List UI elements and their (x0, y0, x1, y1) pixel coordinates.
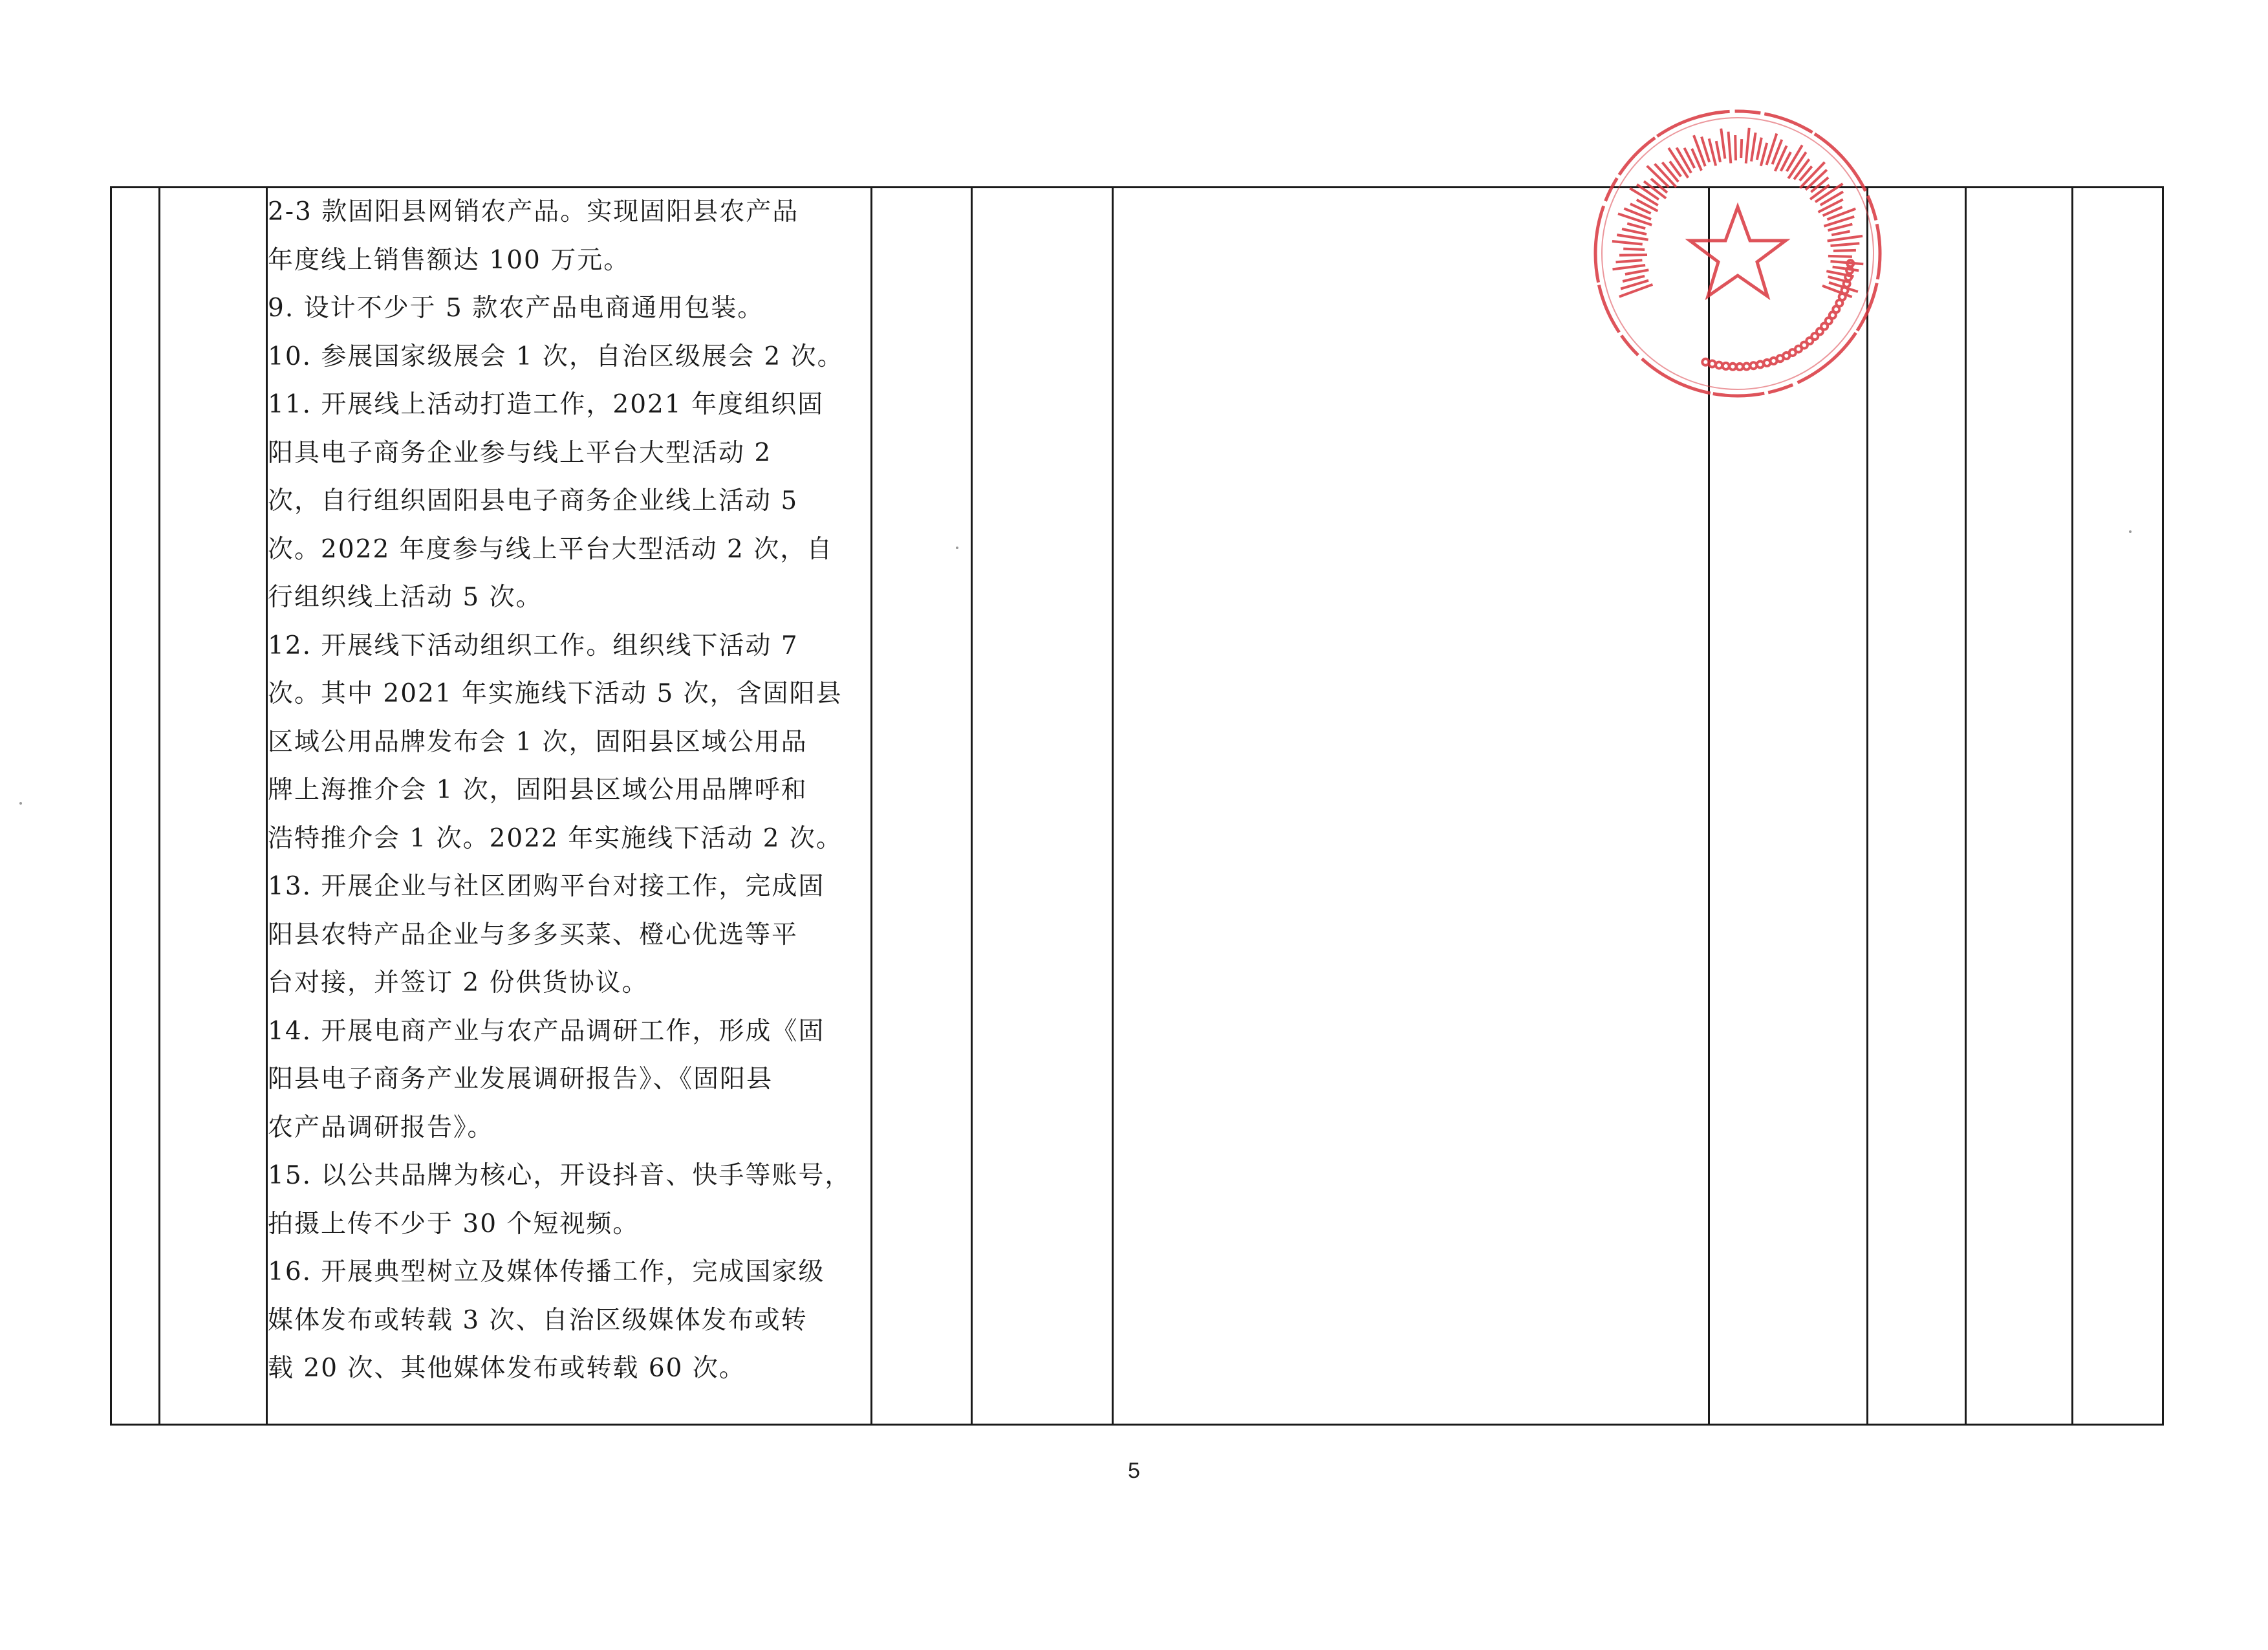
seal-stroke (1811, 177, 1828, 192)
seal-stroke (1820, 191, 1843, 205)
content-line: 媒体发布或转载 3 次、自治区级媒体发布或转 (268, 1305, 808, 1335)
seal-stroke (1729, 132, 1731, 164)
content-line: 阳县电子商务产业发展调研报告》、《固阳县 (268, 1065, 773, 1094)
seal-stroke (1702, 359, 1709, 365)
seal-stroke (1833, 250, 1856, 251)
content-line: 牌上海推介会 1 次，固阳县区域公用品牌呼和 (268, 776, 808, 805)
content-line: 次，自行组织固阳县电子商务企业线上活动 5 (268, 486, 799, 516)
seal-stroke (1662, 162, 1678, 182)
seal-stroke (1736, 364, 1743, 370)
content-line: 区域公用品牌发布会 1 次，固阳县区域公用品 (268, 727, 808, 757)
content-line: 次。2022 年度参与线上平台大型活动 2 次，自 (268, 534, 834, 564)
seal-stroke (1612, 241, 1643, 244)
seal-stroke (1828, 236, 1863, 241)
table-cell-empty (972, 188, 1113, 1425)
content-line: 15. 以公共品牌为核心，开设抖音、快手等账号， (268, 1161, 852, 1190)
table-cell-content (267, 188, 872, 1425)
page-number: 5 (1128, 1459, 1140, 1483)
seal-stroke (1828, 256, 1852, 257)
seal-stroke (1619, 285, 1653, 297)
content-line: 11. 开展线上活动打造工作，2021 年度组织固 (268, 390, 825, 419)
seal-stroke (1735, 135, 1736, 160)
seal-stroke (1741, 139, 1742, 158)
seal-stroke (1721, 129, 1725, 159)
content-line: 16. 开展典型树立及媒体传播工作，完成国家级 (268, 1257, 825, 1286)
content-line: 13. 开展企业与社区团购平台对接工作，完成固 (268, 872, 825, 901)
content-line: 载 20 次、其他媒体发布或转载 60 次。 (268, 1354, 746, 1383)
seal-stroke (1744, 364, 1750, 370)
seal-stroke (1627, 224, 1645, 229)
seal-stroke (1751, 133, 1756, 162)
content-line: 农产品调研报告》。 (268, 1113, 494, 1142)
content-line: 9. 设计不少于 5 款农产品电商通用包装。 (268, 294, 764, 323)
seal-stroke (1723, 363, 1729, 369)
scan-speck (19, 802, 22, 805)
seal-stroke (1623, 249, 1645, 250)
seal-stroke (1716, 362, 1722, 369)
table-cell-category (160, 188, 267, 1425)
content-line: 浩特推介会 1 次。2022 年实施线下活动 2 次。 (268, 823, 843, 853)
content-line: 拍摄上传不少于 30 个短视频。 (268, 1209, 640, 1239)
scan-speck (956, 547, 958, 549)
seal-stroke (1716, 141, 1720, 162)
seal-stroke (1729, 364, 1736, 370)
seal-stroke (1794, 159, 1809, 179)
seal-stroke (1750, 362, 1756, 369)
content-line: 10. 参展国家级展会 1 次，自治区级展会 2 次。 (268, 342, 844, 371)
content-line: 台对接，并签订 2 份供货协议。 (268, 968, 649, 997)
table-cell-empty (872, 188, 972, 1425)
seal-stroke (1622, 229, 1647, 234)
content-line: 行组织线上活动 5 次。 (268, 583, 543, 612)
official-seal (1568, 97, 1905, 401)
seal-stroke (1637, 184, 1659, 199)
table-cell-empty (1966, 188, 2073, 1425)
seal-stroke (1831, 232, 1850, 235)
seal-stroke (1651, 179, 1667, 193)
seal-stroke (1623, 276, 1645, 281)
seal-stroke (1616, 260, 1643, 262)
seal-stroke (1617, 235, 1648, 240)
content-line: 次。其中 2021 年实施线下活动 5 次，含固阳县 (268, 679, 843, 708)
seal-stroke (1757, 362, 1764, 368)
content-line: 2-3 款固阳县网销农产品。实现固阳县农产品 (268, 197, 799, 226)
seal-stroke (1746, 128, 1749, 164)
seal-stroke (1810, 185, 1830, 199)
star-icon (1690, 207, 1786, 296)
content-line: 14. 开展电商产业与农产品调研工作，形成《固 (268, 1016, 825, 1046)
seal-stroke (1618, 213, 1652, 224)
content-line: 阳县农特产品企业与多多买菜、橙心优选等平 (268, 920, 799, 950)
seal-stroke (1613, 265, 1646, 269)
seal-stroke (1757, 138, 1762, 160)
seal-stroke (1625, 270, 1648, 274)
content-line: 12. 开展线下活动组织工作。组织线下活动 7 (268, 631, 799, 660)
seal-stroke (1831, 243, 1860, 246)
table-cell-index (111, 188, 160, 1425)
content-line: 阳具电子商务企业参与线上平台大型活动 2 (268, 438, 772, 468)
scan-speck (2129, 530, 2132, 533)
seal-stroke (1819, 199, 1843, 212)
table-cell-empty (2073, 188, 2163, 1425)
content-line: 年度线上销售额达 100 万元。 (268, 245, 631, 275)
